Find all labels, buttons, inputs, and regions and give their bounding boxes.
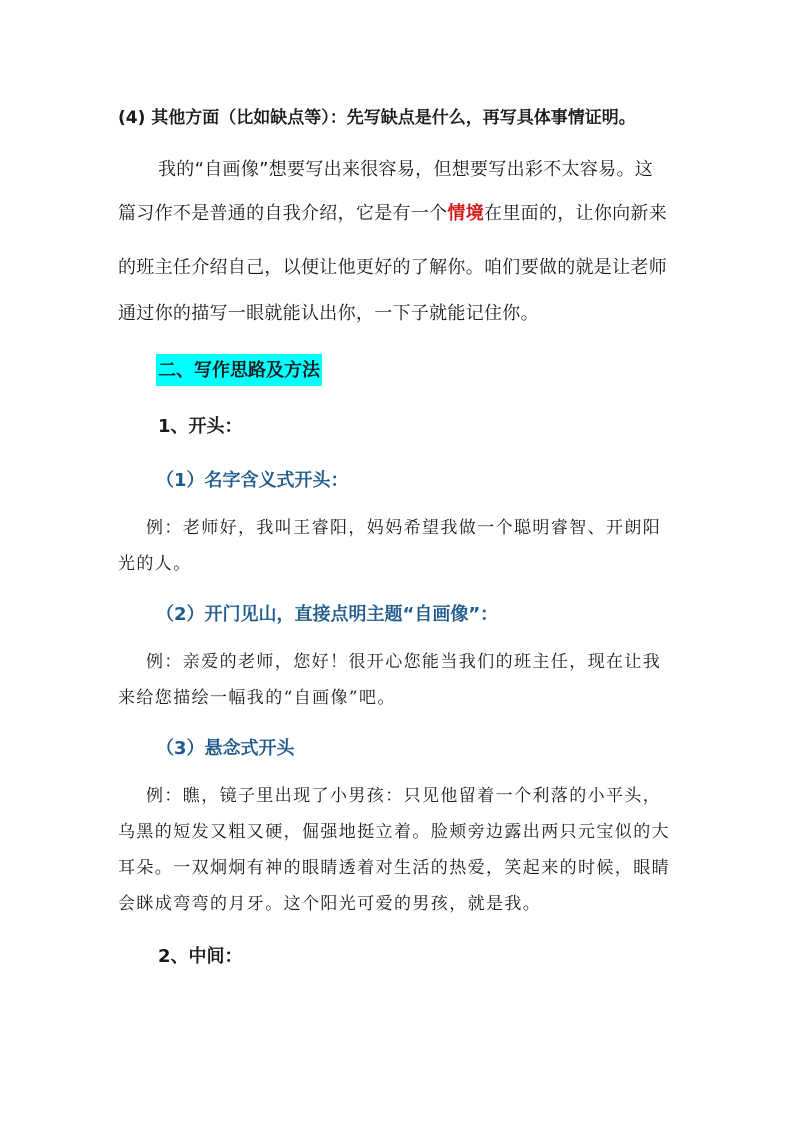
intro-line-1: 我的“自画像”想要写出来很容易，但想要写出彩不太容易。这 <box>158 159 654 180</box>
middle-heading: 2、中间： <box>158 946 243 967</box>
section4-heading: (4) 其他方面（比如缺点等）：先写缺点是什么，再写具体事情证明。 <box>118 108 636 128</box>
intro-line-2-pre: 篇习作不是普通的自我介绍，它是有一个 <box>118 203 448 224</box>
method1-heading: （1）名字含义式开头： <box>156 470 349 491</box>
method2-example-line-2: 来给您描绘一幅我的“自画像”吧。 <box>118 688 396 708</box>
method3-example-line-4: 会眯成弯弯的月牙。这个阳光可爱的男孩，就是我。 <box>118 894 542 914</box>
intro-emphasis-word: 情境 <box>447 203 485 224</box>
method1-example-line-2: 光的人。 <box>118 554 192 574</box>
intro-line-2 <box>118 202 667 226</box>
method2-example-line-1: 例：亲爱的老师，您好！很开心您能当我们的班主任，现在让我 <box>146 652 662 672</box>
method3-heading: （3）悬念式开头 <box>156 738 295 759</box>
section2-heading-highlight: 二、写作思路及方法 <box>156 354 322 386</box>
method3-example-line-3: 耳朵。一双炯炯有神的眼睛透着对生活的热爱，笑起来的时候，眼睛 <box>118 858 670 878</box>
method2-heading: （2）开门见山，直接点明主题“自画像”： <box>156 604 499 625</box>
intro-line-2-post: 在里面的，让你向新来 <box>484 203 668 224</box>
intro-line-4: 通过你的描写一眼就能认出你，一下子就能记住你。 <box>118 303 539 324</box>
opening-heading: 1、开头： <box>158 416 243 437</box>
method3-example-line-2: 乌黑的短发又粗又硬，倔强地挺立着。脸颊旁边露出两只元宝似的大 <box>118 822 670 842</box>
method1-example-line-1: 例：老师好，我叫王睿阳，妈妈希望我做一个聪明睿智、开朗阳 <box>146 518 662 538</box>
intro-line-3: 的班主任介绍自己，以便让他更好的了解你。咱们要做的就是让老师 <box>118 257 667 278</box>
method3-example-line-1: 例：瞧，镜子里出现了小男孩：只见他留着一个利落的小平头， <box>146 786 662 806</box>
section2-heading <box>156 354 322 386</box>
